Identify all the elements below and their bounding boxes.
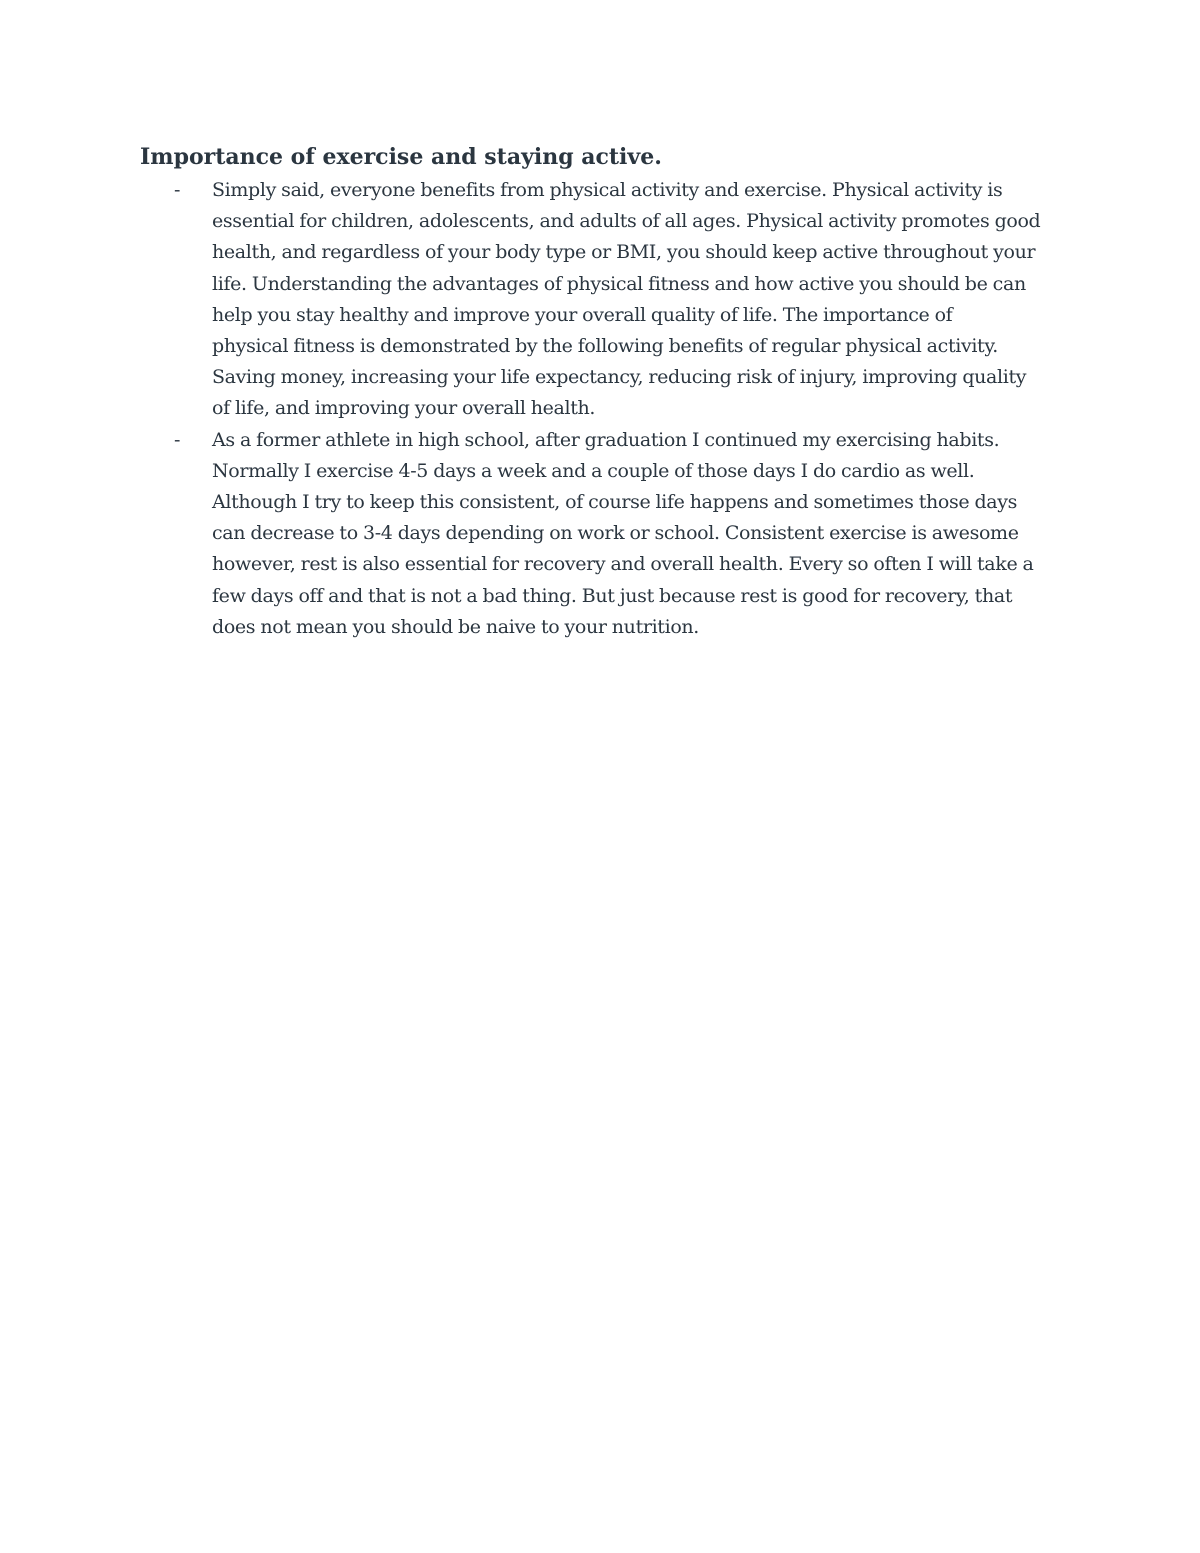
document-heading: Importance of exercise and staying active. — [140, 144, 662, 170]
paragraph-line: essential for children, adolescents, and adults of all ages. Physical activity promotes good — [212, 210, 1041, 233]
paragraph-line: life. Understanding the advantages of physical fitness and how active you should be can — [212, 272, 1026, 295]
list-item — [174, 425, 1074, 643]
paragraph-line: help you stay healthy and improve your overall quality of life. The importance of — [212, 303, 953, 326]
paragraph-line: does not mean you should be naive to your nutrition. — [212, 615, 699, 638]
paragraph-line: As a former athlete in high school, after graduation I continued my exercising habits. — [212, 428, 1000, 451]
paragraph-line: of life, and improving your overall health. — [212, 397, 596, 420]
bullet-dash: - — [174, 179, 181, 201]
paragraph-line: can decrease to 3-4 days depending on work or school. Consistent exercise is awesome — [212, 522, 1019, 545]
paragraph-line: few days off and that is not a bad thing. But just because rest is good for recovery, that — [212, 584, 1013, 607]
paragraph-line: Simply said, everyone benefits from physical activity and exercise. Physical activity is — [212, 179, 1003, 201]
paragraph-line: physical fitness is demonstrated by the following benefits of regular physical activity. — [212, 335, 998, 358]
paragraph-line: health, and regardless of your body type or BMI, you should keep active throughout your — [212, 241, 1036, 264]
paragraph-line: Saving money, increasing your life expectancy, reducing risk of injury, improving quality — [212, 366, 1027, 389]
paragraph-line: Although I try to keep this consistent, of course life happens and sometimes those days — [212, 491, 1018, 514]
paragraph-line: however, rest is also essential for recovery and overall health. Every so often I will take a — [212, 553, 1034, 576]
bullet-dash: - — [174, 428, 181, 451]
paragraph-line: Normally I exercise 4-5 days a week and a couple of those days I do cardio as well. — [212, 459, 975, 482]
bullet-list — [174, 175, 1074, 643]
list-item — [174, 175, 1074, 425]
